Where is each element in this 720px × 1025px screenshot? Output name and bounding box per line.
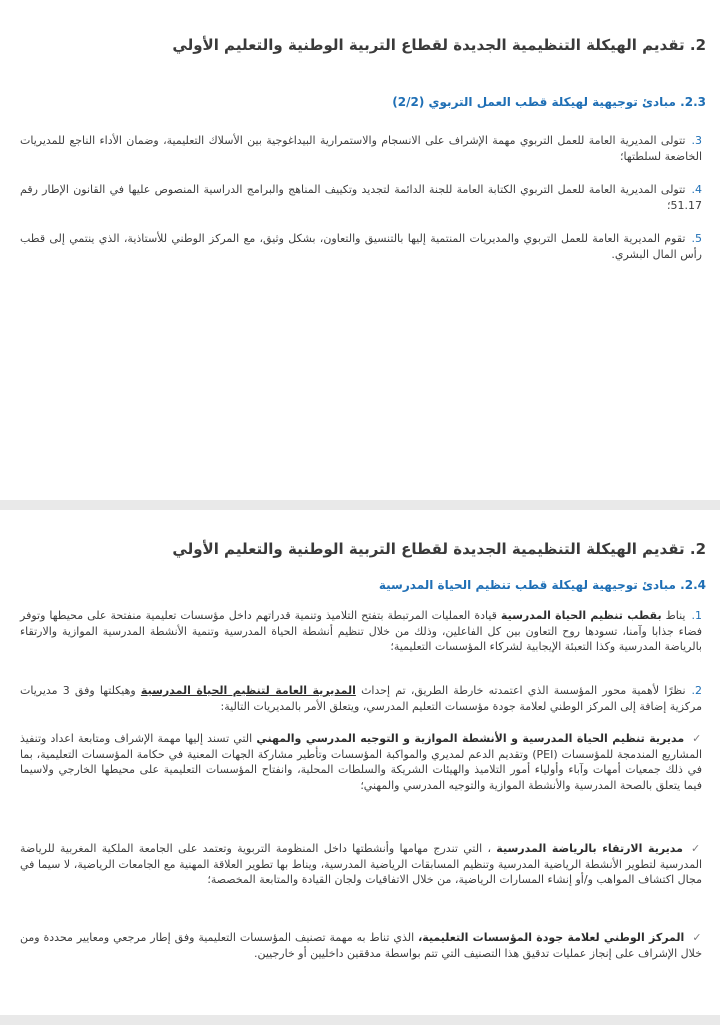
item-number: 2. [691,684,703,697]
check-icon: ✓ [692,732,703,745]
item-text: تتولى المديرية العامة للعمل التربوي الكتابة العامة للجنة الدائمة لتجديد وتكييف المناهج والبرامج الدراسية المنصوص عليها في القانون الإطار رقم 51.17؛ [20,183,702,212]
item-text: تتولى المديرية العامة للعمل التربوي مهمة الإشراف على الانسجام والاستمرارية البيداغوجية بين الأسلاك التعليمية، وضمان الأداء الناجع للمديريات الخاضعة لسلطتها؛ [20,134,702,163]
item-text-underlined: المديرية العامة لتنظيم الحياة المدرسية [140,684,356,697]
slide-page-2 [0,510,720,1015]
item-text-pre: نظرًا لأهمية محور المؤسسة الذي اعتمدته خارطة الطريق، تم إحداث [355,684,686,697]
page2-main-title [20,540,706,558]
page2-item-2 [20,683,702,714]
slide-page-1 [0,0,720,500]
page1-title-text: تقديم الهيكلة التنظيمية الجديدة لقطاع التربية الوطنية والتعليم الأولي [172,36,685,54]
page-separator [0,1015,720,1025]
page-separator [0,500,720,510]
item-text-pre: يناط [661,609,686,622]
check-icon: ✓ [692,931,702,944]
page2-bullet-1 [20,731,702,793]
item-number: 3. [691,134,702,147]
bullet-text: التي تسند إليها مهمة الإشراف ومتابعة اعداد وتنفيذ المشاريع المندمجة للمؤسسات (PEI) وتقديم الدعم لمديري والمواكبة المؤسسات وتأطير مشاركة الجهات المعنية في حكامة المؤسسات التعليمية، بما في ذلك جمعيات أمهات وآباء وأولياء أمور التلاميذ والهيئات الشريكة والسلطات المحلية، وانفتاح المؤسسات التعليمية على محيطها الخارجي ولاسيما فيما يتعلق بالصحة المدرسية والأنشطة الموازية والتوجيه المدرسي والمهني؛ [20,732,702,792]
page2-subtitle-number: 2.4. [680,578,706,592]
page1-subtitle [20,95,706,109]
page2-subtitle-text: مبادئ توجيهية لهيكلة قطب تنظيم الحياة المدرسية [378,578,676,592]
page2-title-text: تقديم الهيكلة التنظيمية الجديدة لقطاع التربية الوطنية والتعليم الأولي [172,540,685,558]
item-text: تقوم المديرية العامة للعمل التربوي والمديريات المنتمية إليها بالتنسيق والتعاون، بشكل وثيق، مع المركز الوطني للأستاذية، الذي ينتمي إلى قطب رأس المال البشري. [20,232,702,261]
item-number: 1. [691,609,702,622]
page2-title-number: 2. [689,540,706,558]
bullet-bold: المركز الوطني لعلامة جودة المؤسسات التعليمية، [418,931,685,944]
item-number: 5. [691,232,702,245]
check-icon: ✓ [690,842,702,855]
page1-item-5 [20,231,702,262]
page2-bullet-3 [20,930,702,961]
page1-item-4 [20,182,702,213]
item-number: 4. [691,183,702,196]
page1-title-number: 2. [689,36,706,54]
page1-main-title [20,36,706,54]
item-text-bold: بقطب تنظيم الحياة المدرسية [500,609,662,622]
page2-item-1 [20,608,702,655]
page1-subtitle-text: مبادئ توجيهية لهيكلة قطب العمل التربوي (2/2) [392,95,676,109]
page2-subtitle [20,578,706,592]
bullet-text: ، التي تندرج مهامها وأنشطتها داخل المنظومة التربوية وتعتمد على الجامعة الملكية المغربية للرياضة المدرسية لتطوير الأنشطة الرياضية المدرسية وتنظيم المسابقات الرياضية المدرسية، ويناط بها تطوير العلاقة المهنية مع الجامعات الرياضية، لا سيما في مجال اكتشاف المواهب و/أو إنشاء المسارات الرياضية، من خلال الاتفاقيات ولجان القيادة والمتابعة المخصصة؛ [20,842,702,886]
item-text-post: قيادة العمليات المرتبطة بتفتح التلاميذ وتنمية قدراتهم داخل مؤسسات تعليمية منفتحة على محيطها وتوفر فضاء جذابا وآمنا، تسودها روح التعاون بين كل الفاعلين، وذلك من خلال تنظيم أنشطة الحياة المدرسية وتنمية الأنشطة المدرسية الموازية والارتقاء بالرياضة المدرسية وكذا التعبئة الإيجابية لشركاء المؤسسات التعليمية؛ [20,609,702,653]
bullet-text: الذي تناط به مهمة تصنيف المؤسسات التعليمية وفق إطار مرجعي ومعايير محددة ومن خلال الإشراف على إنجاز عمليات تدقيق هذا التصنيف التي تتم بواسطة مدققين داخليين أو خارجيين. [20,931,702,960]
bullet-bold: مديرية الارتقاء بالرياضة المدرسية [496,842,683,855]
page1-subtitle-number: 2.3. [680,95,706,109]
item-text-post: وهيكلتها وفق 3 مديريات مركزية إضافة إلى المركز الوطني لعلامة جودة مؤسسات التعليم المدرسي، ويتعلق الأمر بالمديريات التالية: [20,684,702,713]
page1-item-3 [20,133,702,164]
page2-bullet-2 [20,841,702,888]
bullet-bold: مديرية تنظيم الحياة المدرسية و الأنشطة الموازية و التوجيه المدرسي والمهني [256,732,685,745]
